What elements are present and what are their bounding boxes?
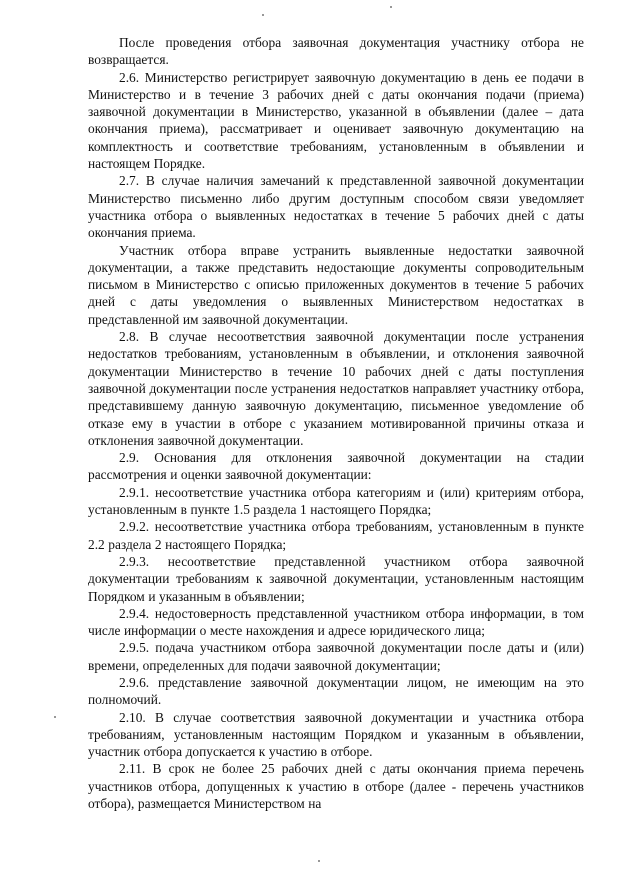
paragraph-2-9-5: 2.9.5. подача участником отбора заявочной документации после даты и (или) времени, определенных для подачи заявочной документации;	[88, 640, 584, 673]
paragraph-2-9-3: 2.9.3. несоответствие представленной участником отбора заявочной документации требованиям к заявочной документации, установленным настоящим Порядком и указанным в объявлении;	[88, 553, 584, 604]
scan-dust-mark	[390, 6, 392, 8]
paragraph-2-7: 2.7. В случае наличия замечаний к представленной заявочной документации Министерство письменно либо другим доступным способом связи уведомляет участника отбора о выявленных недостатках в течение 5 рабочих дней с даты окончания приема.	[88, 173, 584, 241]
paragraph-2-10: 2.10. В случае соответствия заявочной документации и участника отбора требованиям, установленным настоящим Порядком и указанным в объявлении, участник отбора допускается к участию в отборе.	[88, 709, 584, 760]
paragraph-2-9: 2.9. Основания для отклонения заявочной документации на стадии рассмотрения и оценки заявочной документации:	[88, 450, 584, 483]
scan-dust-mark	[262, 14, 264, 16]
scan-dust-mark	[54, 716, 56, 718]
scan-dust-mark	[318, 860, 320, 862]
paragraph-correction-right: Участник отбора вправе устранить выявленные недостатки заявочной документации, а также представить недостающие документы сопроводительным письмом в Министерство с описью приложенных документов в течение 5 рабочих дней с даты уведомления о выявленных Министерством недостатках в представленной им заявочной документации.	[88, 242, 584, 327]
document-body	[88, 34, 584, 812]
paragraph-2-9-2: 2.9.2. несоответствие участника отбора требованиям, установленным в пункте 2.2 раздела 2 настоящего Порядка;	[88, 519, 584, 552]
paragraph-2-8: 2.8. В случае несоответствия заявочной документации после устранения недостатков требованиям, установленным в объявлении, и отклонения заявочной документации Министерство в течение 10 рабочих дней с даты поступления заявочной документации после устранения недостатков направляет участнику отбора, представившему данную заявочную документацию, письменное уведомление об отказе ему в участии в отборе с указанием мотивированной причины отказа и отклонения заявочной документации.	[88, 329, 584, 448]
paragraph-2-11: 2.11. В срок не более 25 рабочих дней с даты окончания приема перечень участников отбора, допущенных к участию в отборе (далее - перечень участников отбора), размещается Министерством на	[88, 761, 584, 812]
paragraph-2-9-6: 2.9.6. представление заявочной документации лицом, не имеющим на это полномочий.	[88, 674, 584, 708]
paragraph-return-note: После проведения отбора заявочная документация участнику отбора не возвращается.	[88, 35, 584, 68]
paragraph-2-6: 2.6. Министерство регистрирует заявочную документацию в день ее подачи в Министерство и в течение 3 рабочих дней с даты окончания подачи (приема) заявочной документации в Министерство, указанной в объявлении (далее – дата окончания приема), рассматривает и оценивает заявочную документацию на комплектность и соответствие требованиям, установленным в объявлении и настоящем Порядке.	[88, 69, 584, 172]
paragraph-2-9-1: 2.9.1. несоответствие участника отбора категориям и (или) критериям отбора, установленным в пункте 1.5 раздела 1 настоящего Порядка;	[88, 484, 584, 518]
paragraph-2-9-4: 2.9.4. недостоверность представленной участником отбора информации, в том числе информации о месте нахождения и адресе юридического лица;	[88, 605, 584, 639]
